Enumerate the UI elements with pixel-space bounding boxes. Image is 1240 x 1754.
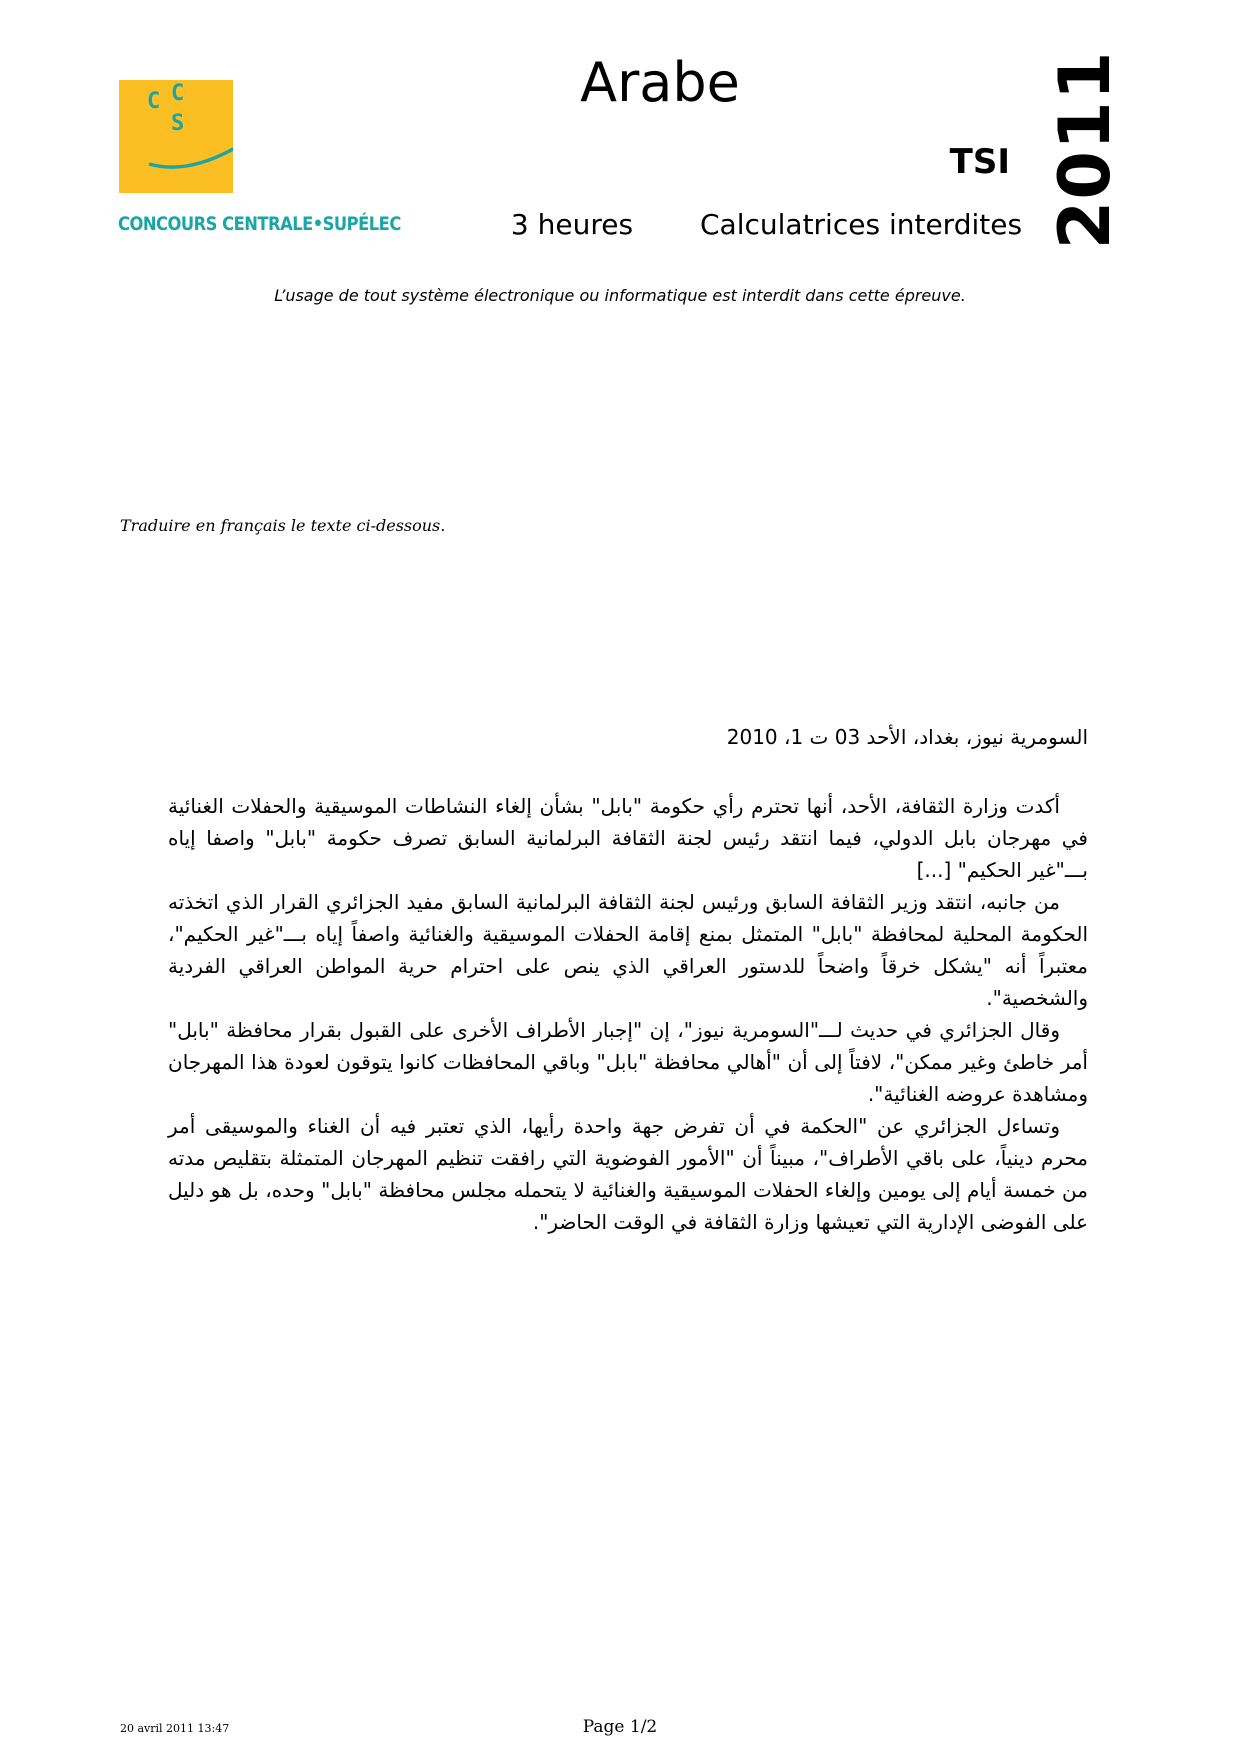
logo (119, 80, 233, 193)
logo-caption: CONCOURS CENTRALE•SUPÉLEC (118, 213, 401, 235)
track-label: TSI (949, 142, 1010, 182)
page-number: Page 1/2 (582, 1717, 658, 1737)
electronics-notice: L’usage de tout système électronique ou informatique est interdit dans cette épreuve. (274, 286, 966, 305)
logo-letter-c2: C (171, 81, 185, 106)
paragraph: أكدت وزارة الثقافة، الأحد، أنها تحترم رأي حكومة "بابل" بشأن إلغاء النشاطات الموسيقية والحفلات الغنائية في مهرجان بابل الدولي، فيما انتقد رئيس لجنة الثقافة البرلمانية السابق تصرف حكومة "بابل" واصفا إياه بـــ"غير الحكيم" [...] (168, 794, 1088, 882)
paragraph: وقال الجزائري في حديث لـــ"السومرية نيوز"، إن "إجبار الأطراف الأخرى على القبول بقرار محافظة "بابل" أمر خاطئ وغير ممكن"، لافتاً إلى أن "أهالي محافظة "بابل" وباقي المحافظات كانوا يتوقون لعودة هذا المهرجان ومشاهدة عروضه الغنائية". (168, 1018, 1088, 1106)
footer-timestamp: 20 avril 2011 13:47 (120, 1722, 230, 1735)
dateline: السومرية نيوز، بغداد، الأحد 03 ت 1، 2010 (726, 725, 1088, 749)
article-text (168, 790, 1088, 1238)
subject-title: Arabe (580, 51, 740, 114)
year-text: 2011 (1044, 50, 1126, 250)
paragraph: من جانبه، انتقد وزير الثقافة السابق ورئيس لجنة الثقافة البرلمانية السابق مفيد الجزائري القرار الذي اتخذته الحكومة المحلية لمحافظة "بابل" المتمثل بمنع إقامة الحفلات الموسيقية والغنائية واصفاً إياه بـــ"غير الحكيم"، معتبراً أنه "يشكل خرقاً واضحاً للدستور العراقي الذي ينص على احترام حرية المواطن العراقي الفردية والشخصية". (168, 890, 1088, 1010)
logo-letter-c1: C (147, 89, 161, 114)
paragraph: وتساءل الجزائري عن "الحكمة في أن تفرض جهة واحدة رأيها، الذي تعتبر فيه أن الغناء والموسيقى أمر محرم دينياً، على باقي الأطراف"، مبيناً أن "الأمور الفوضوية التي رافقت تنظيم المهرجان المتمثلة بتقليص مدته من خمسة أيام إلى يومين وإلغاء الحفلات الموسيقية والغنائية لا يتحمله مجلس محافظة "بابل" وحده، بل هو دليل على الفوضى الإدارية التي تعيشها وزارة الثقافة في الوقت الحاضر". (168, 1114, 1088, 1234)
duration-label: 3 heures (510, 208, 634, 241)
year-label (1030, 50, 1140, 250)
instruction: Traduire en français le texte ci-dessous. (120, 516, 446, 535)
logo-letter-s: S (171, 111, 185, 136)
logo-swoosh (149, 142, 233, 167)
calculator-notice: Calculatrices interdites (700, 208, 1023, 241)
logo-mark-icon (119, 80, 233, 193)
